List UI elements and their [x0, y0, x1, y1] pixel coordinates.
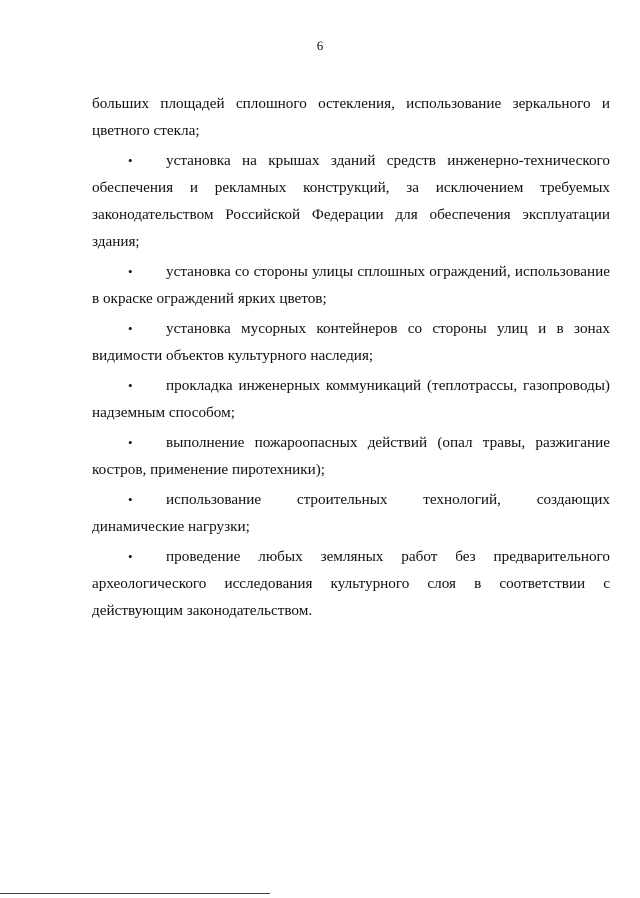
- list-item-text: проведение любых земляных работ без предварительного археологического исследования культурного слоя в соответствии с действующим законодательством.: [92, 548, 610, 619]
- list-item: [92, 372, 610, 426]
- page-bottom-rule: [0, 893, 270, 894]
- list-item: [92, 258, 610, 312]
- list-item: [92, 147, 610, 255]
- page-number: 6: [316, 38, 324, 53]
- list-item-text: использование строительных технологий, создающих динамические нагрузки;: [92, 491, 610, 535]
- list-item-text: выполнение пожароопасных действий (опал травы, разжигание костров, применение пиротехники);: [92, 434, 610, 478]
- document-body: [92, 90, 610, 627]
- bullet-icon: •: [128, 264, 133, 279]
- bullet-icon: •: [128, 321, 133, 336]
- list-item-text: установка со стороны улицы сплошных ограждений, использование в окраске ограждений ярких цветов;: [92, 263, 610, 307]
- bullet-icon: •: [128, 492, 133, 507]
- continuation-paragraph: больших площадей сплошного остекления, использование зеркального и цветного стекла;: [92, 95, 610, 139]
- list-item: [92, 315, 610, 369]
- bullet-icon: •: [128, 153, 133, 168]
- list-item: [92, 543, 610, 624]
- list-item: [92, 429, 610, 483]
- list-item-text: установка мусорных контейнеров со стороны улиц и в зонах видимости объектов культурного наследия;: [92, 320, 610, 364]
- list-item: [92, 486, 610, 540]
- bullet-icon: •: [128, 435, 133, 450]
- list-item-text: установка на крышах зданий средств инженерно-технического обеспечения и рекламных конструкций, за исключением требуемых законодательством Российской Федерации для обеспечения эксплуатации здания;: [92, 152, 610, 250]
- list-item-text: прокладка инженерных коммуникаций (теплотрассы, газопроводы) надземным способом;: [92, 377, 610, 421]
- bullet-icon: •: [128, 378, 133, 393]
- bullet-icon: •: [128, 549, 133, 564]
